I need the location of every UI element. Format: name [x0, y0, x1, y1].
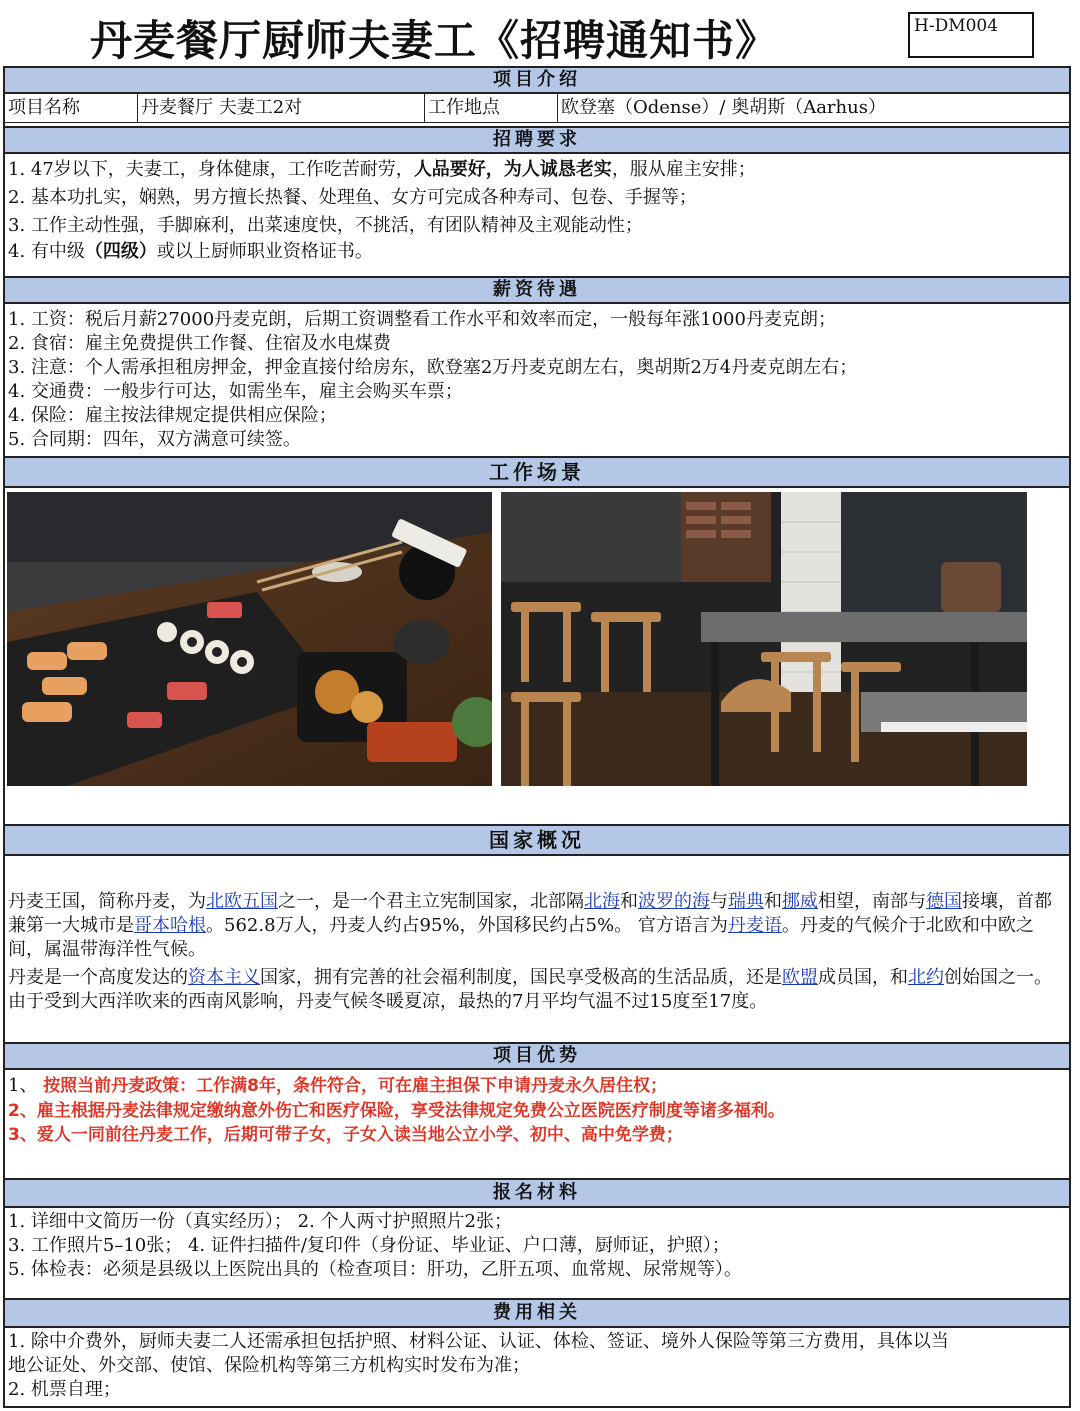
section-header-project: 项目介绍 — [5, 68, 1069, 94]
fee-item: 2. 机票自理； — [8, 1379, 121, 1400]
notice-sheet — [3, 66, 1071, 1408]
section-header-materials: 报名材料 — [5, 1178, 1069, 1208]
wiki-link[interactable]: 北欧五国 — [206, 891, 278, 912]
wiki-link[interactable]: 资本主义 — [188, 967, 260, 988]
location-label: 工作地点 — [425, 94, 558, 122]
paragraph-text: 相望，南部与 — [818, 891, 926, 912]
paragraph-text: 丹麦是一个高度发达的 — [8, 967, 188, 988]
wiki-link[interactable]: 哥本哈根 — [134, 915, 206, 936]
wiki-link[interactable]: 瑞典 — [728, 891, 764, 912]
document-code: H-DM004 — [908, 12, 1034, 58]
fee-item: 1. 除中介费外，厨师夫妻二人还需承担包括护照、材料公证、认证、体检、签证、境外人保险等第三方费用，具体以当 — [8, 1331, 949, 1352]
requirement-item: 4. 有中级（四级）或以上厨师职业资格证书。 — [8, 241, 373, 262]
paragraph-text: 。562.8万人，丹麦人约占95%，外国移民约占5%。 官方语言为 — [206, 915, 728, 936]
location-value: 欧登塞（Odense）/ 奥胡斯（Aarhus） — [561, 97, 886, 118]
paragraph-text: 与 — [710, 891, 728, 912]
material-item: 5. 体检表：必须是县级以上医院出具的（检查项目：肝功，乙肝五项、血常规、尿常规等）。 — [8, 1259, 742, 1280]
project-row — [5, 94, 1069, 123]
paragraph-text: 成员国，和 — [818, 967, 908, 988]
page-title: 丹麦餐厅厨师夫妻工《招聘通知书》 — [90, 16, 779, 65]
project-name-label: 项目名称 — [5, 94, 138, 122]
wiki-link[interactable]: 德国 — [926, 891, 962, 912]
advantage-item: 3、爱人一同前往丹麦工作，后期可带子女，子女入读当地公立小学、初中、高中免学费； — [8, 1125, 683, 1145]
section-header-fees: 费用相关 — [5, 1298, 1069, 1328]
requirement-item: 2. 基本功扎实，娴熟，男方擅长热餐、处理鱼、女方可完成各种寿司、包卷、手握等； — [8, 187, 697, 208]
paragraph-text: 之一，是一个君主立宪制国家，北部隔 — [278, 891, 584, 912]
paragraph-text: 。丹麦的气候介于北欧和中欧之间，属温带海洋性气候。 — [8, 915, 1034, 960]
country-paragraph-2 — [8, 966, 1066, 1014]
food-photo — [7, 492, 492, 786]
salary-item: 4. 交通费：一般步行可达，如需坐车，雇主会购买车票； — [8, 381, 463, 402]
wiki-link[interactable]: 欧盟 — [782, 967, 818, 988]
section-header-country: 国家概况 — [5, 824, 1069, 856]
title-bar — [0, 0, 1080, 64]
salary-item: 4. 保险：雇主按法律规定提供相应保险； — [8, 405, 337, 426]
restaurant-photo — [501, 492, 1027, 786]
advantage-item: 1、 按照当前丹麦政策：工作满8年，条件符合，可在雇主担保下申请丹麦永久居住权； — [8, 1075, 668, 1096]
salary-item: 1. 工资：税后月薪27000丹麦克朗，后期工资调整看工作水平和效率而定，一般每年涨1000丹麦克朗； — [8, 309, 836, 330]
salary-item: 5. 合同期：四年，双方满意可续签。 — [8, 429, 301, 450]
paragraph-text: 和 — [764, 891, 782, 912]
wiki-link[interactable]: 波罗的海 — [638, 891, 710, 912]
section-header-requirements: 招聘要求 — [5, 126, 1069, 154]
salary-item: 2. 食宿：雇主免费提供工作餐、住宿及水电煤费 — [8, 333, 391, 354]
advantage-item: 2、雇主根据丹麦法律规定缴纳意外伤亡和医疗保险，享受法律规定免费公立医院医疗制度等诸多福利。 — [8, 1101, 785, 1121]
requirement-item: 1. 47岁以下，夫妻工，身体健康，工作吃苦耐劳，人品要好，为人诚恳老实，服从雇主安排； — [8, 159, 756, 180]
wiki-link[interactable]: 挪威 — [782, 891, 818, 912]
paragraph-text: 国家，拥有完善的社会福利制度，国民享受极高的生活品质，还是 — [260, 967, 782, 988]
section-header-scene: 工作场景 — [5, 456, 1069, 488]
paragraph-text: 丹麦王国，简称丹麦，为 — [8, 891, 206, 912]
section-header-advantages: 项目优势 — [5, 1042, 1069, 1070]
wiki-link[interactable]: 北海 — [584, 891, 620, 912]
material-item: 1. 详细中文简历一份（真实经历）； 2. 个人两寸护照照片2张； — [8, 1211, 512, 1232]
wiki-link[interactable]: 北约 — [908, 967, 944, 988]
country-paragraph-1 — [8, 890, 1066, 962]
paragraph-text: 创始国之一。由于受到大西洋吹来的西南风影响，丹麦气候冬暖夏凉，最热的7月平均气温不过15度至17度。 — [8, 967, 1052, 1012]
section-header-salary: 薪资待遇 — [5, 276, 1069, 304]
paragraph-text: 和 — [620, 891, 638, 912]
material-item: 3. 工作照片5–10张； 4. 证件扫描件/复印件（身份证、毕业证、户口薄，厨师证，护照）； — [8, 1235, 730, 1256]
project-name-value: 丹麦餐厅 夫妻工2对 — [138, 94, 425, 122]
fee-item: 地公证处、外交部、使馆、保险机构等第三方机构实时发布为准； — [8, 1355, 530, 1376]
salary-item: 3. 注意：个人需承担租房押金，押金直接付给房东，欧登塞2万丹麦克朗左右，奥胡斯2万4丹麦克朗左右； — [8, 357, 858, 378]
requirement-item: 3. 工作主动性强，手脚麻利，出菜速度快，不挑活，有团队精神及主观能动性； — [8, 215, 643, 236]
wiki-link[interactable]: 丹麦语 — [727, 915, 782, 936]
paragraph-text: 接壤，首都兼第一大城市是 — [8, 891, 1052, 936]
